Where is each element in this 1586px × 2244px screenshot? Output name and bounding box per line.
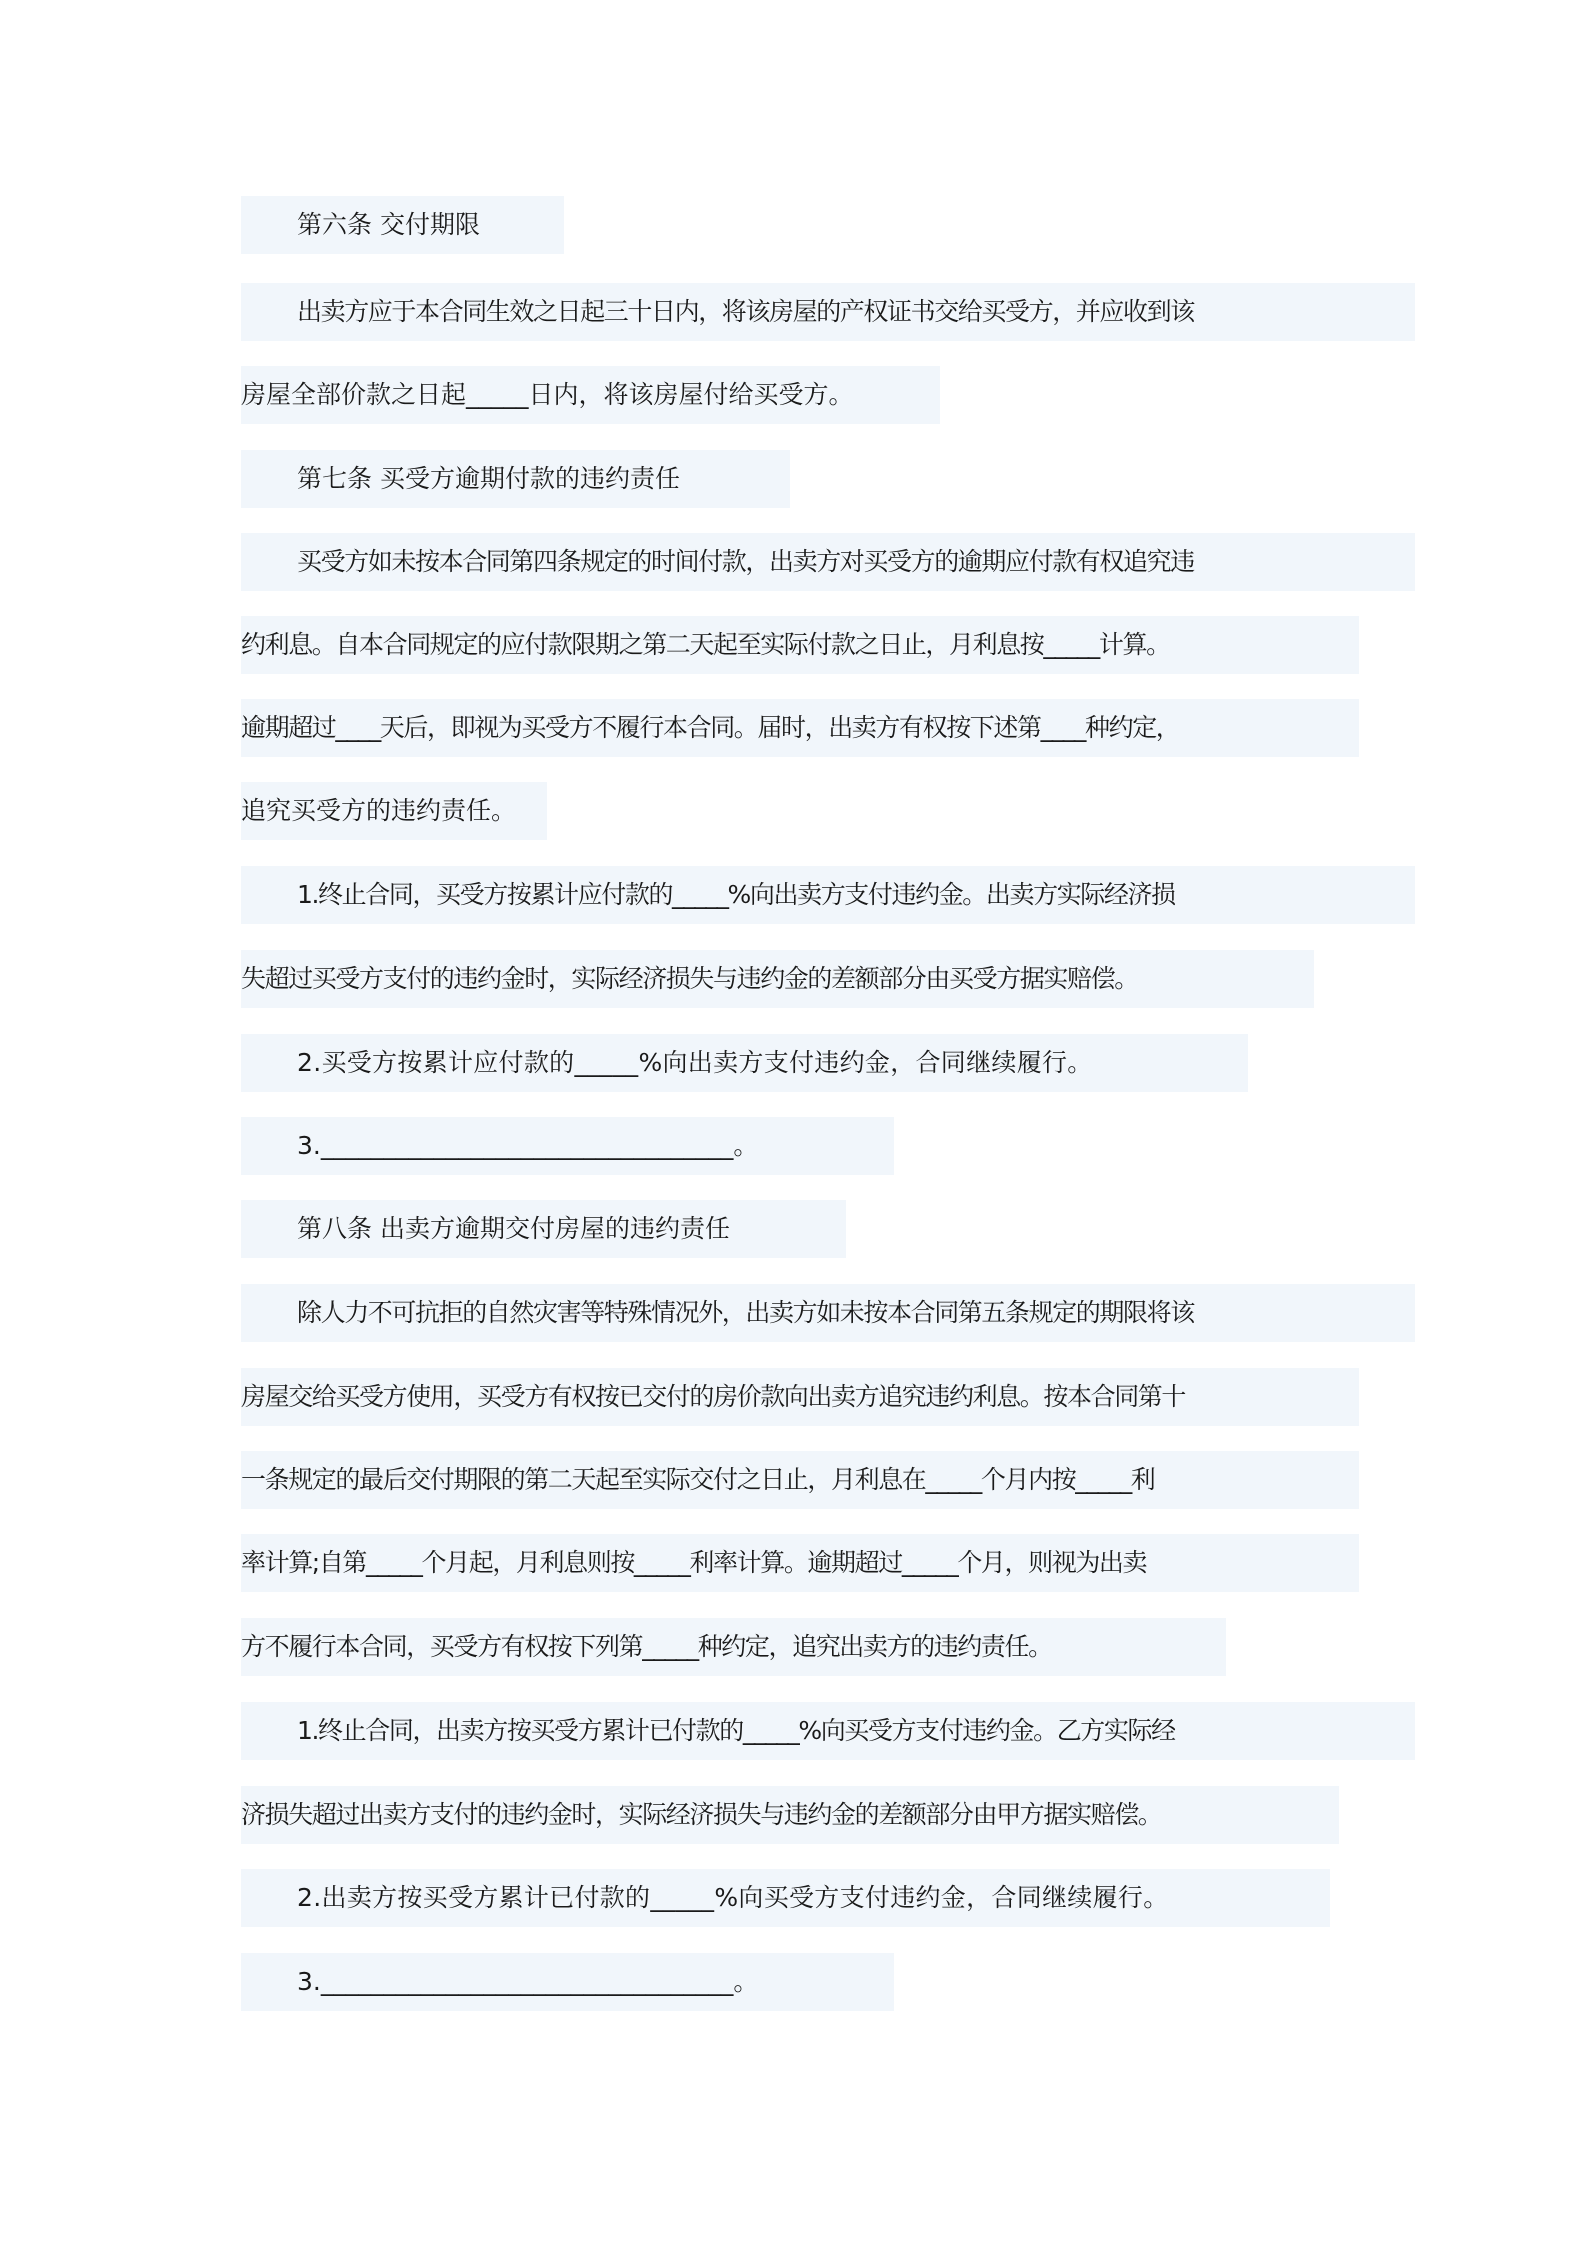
article-7-paragraph-line-1: 买受方如未按本合同第四条规定的时间付款，出卖方对买受方的逾期应付款有权追究违 (241, 533, 1415, 591)
article-8-paragraph-line-2: 房屋交给买受方使用，买受方有权按已交付的房价款向出卖方追究违约利息。按本合同第十 (241, 1368, 1359, 1426)
article-8-option-1-line-1: 1.终止合同，出卖方按买受方累计已付款的_____%向买受方支付违约金。乙方实际经 (241, 1702, 1415, 1760)
article-7-option-3: 3._________________________________。 (241, 1117, 894, 1175)
article-7-option-2: 2.买受方按累计应付款的_____%向出卖方支付违约金，合同继续履行。 (241, 1034, 1248, 1092)
article-8-paragraph-line-5: 方不履行本合同，买受方有权按下列第_____种约定，追究出卖方的违约责任。 (241, 1618, 1226, 1676)
article-8-paragraph-line-1: 除人力不可抗拒的自然灾害等特殊情况外，出卖方如未按本合同第五条规定的期限将该 (241, 1284, 1415, 1342)
article-7-option-1-line-1: 1.终止合同，买受方按累计应付款的_____%向出卖方支付违约金。出卖方实际经济损 (241, 866, 1415, 924)
article-7-paragraph-line-4: 追究买受方的违约责任。 (241, 782, 547, 840)
article-8-paragraph-line-4: 率计算;自第_____个月起，月利息则按_____利率计算。逾期超过_____个月，则视为出卖 (241, 1534, 1359, 1592)
article-7-paragraph-line-2: 约利息。自本合同规定的应付款限期之第二天起至实际付款之日止，月利息按_____计算。 (241, 616, 1359, 674)
article-6-heading: 第六条 交付期限 (241, 196, 564, 254)
article-8-heading: 第八条 出卖方逾期交付房屋的违约责任 (241, 1200, 846, 1258)
article-6-paragraph-line-1: 出卖方应于本合同生效之日起三十日内，将该房屋的产权证书交给买受方，并应收到该 (241, 283, 1415, 341)
article-7-paragraph-line-3: 逾期超过____天后，即视为买受方不履行本合同。届时，出卖方有权按下述第____种约定， (241, 699, 1359, 757)
article-8-option-3: 3._________________________________。 (241, 1953, 894, 2011)
article-8-option-2: 2.出卖方按买受方累计已付款的_____%向买受方支付违约金，合同继续履行。 (241, 1869, 1330, 1927)
article-8-paragraph-line-3: 一条规定的最后交付期限的第二天起至实际交付之日止，月利息在_____个月内按_____利 (241, 1451, 1359, 1509)
article-6-paragraph-line-2: 房屋全部价款之日起_____日内，将该房屋付给买受方。 (241, 366, 940, 424)
article-8-option-1-line-2: 济损失超过出卖方支付的违约金时，实际经济损失与违约金的差额部分由甲方据实赔偿。 (241, 1786, 1339, 1844)
article-7-heading: 第七条 买受方逾期付款的违约责任 (241, 450, 790, 508)
article-7-option-1-line-2: 失超过买受方支付的违约金时，实际经济损失与违约金的差额部分由买受方据实赔偿。 (241, 950, 1314, 1008)
